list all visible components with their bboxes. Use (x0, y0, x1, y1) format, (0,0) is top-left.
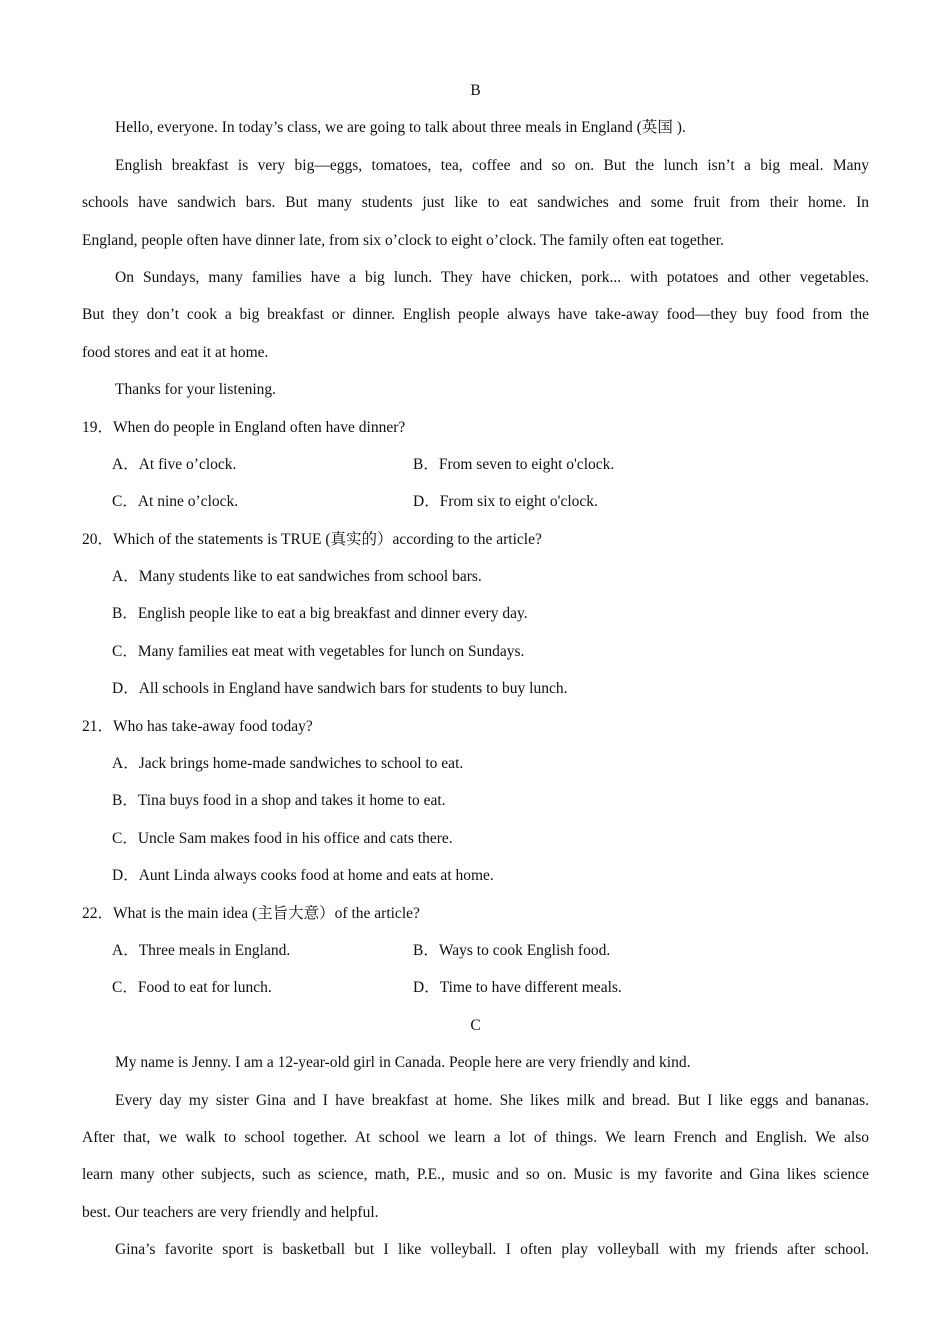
option-row (82, 483, 869, 520)
option-d: D．All schools in England have sandwich bars for students to buy lunch. (112, 680, 568, 698)
passage-c-paragraph-1: My name is Jenny. I am a 12-year-old girl in Canada. People here are very friendly and kind. (115, 1054, 691, 1072)
question-21 (82, 708, 869, 895)
paragraph-line: But they don’t cook a big breakfast or dinner. English people always have take-away food—they buy food from the (82, 306, 869, 324)
option-d: D．From six to eight o'clock. (413, 493, 598, 511)
option-b: B．From seven to eight o'clock. (413, 455, 615, 473)
option-c: C．Food to eat for lunch. (112, 979, 272, 997)
paragraph-line: Gina’s favorite sport is basketball but I like volleyball. I often play volleyball with my friends after school. (115, 1241, 869, 1259)
option-b: B．Ways to cook English food. (413, 941, 611, 959)
passage-c-paragraph-2 (82, 1082, 869, 1232)
option-a: A．Three meals in England. (112, 941, 291, 959)
paragraph-line: learn many other subjects, such as science, math, P.E., music and so on. Music is my favorite and Gina likes science (82, 1166, 869, 1184)
option-a: A．At five o’clock. (112, 455, 237, 473)
document-page (82, 72, 869, 1269)
option-d: D．Aunt Linda always cooks food at home and eats at home. (112, 867, 494, 885)
question-stem: 19．When do people in England often have dinner? (82, 418, 406, 436)
paragraph-line: On Sundays, many families have a big lunch. They have chicken, pork... with potatoes and other vegetables. (115, 268, 869, 286)
paragraph-line: food stores and eat it at home. (82, 343, 269, 361)
question-19 (82, 409, 869, 521)
question-20 (82, 521, 869, 708)
option-a: A．Jack brings home-made sandwiches to school to eat. (112, 755, 464, 773)
passage-b-paragraph-3 (82, 259, 869, 371)
paragraph-line: best. Our teachers are very friendly and helpful. (82, 1203, 379, 1221)
option-b: B．English people like to eat a big breakfast and dinner every day. (112, 605, 528, 623)
paragraph-line: England, people often have dinner late, from six o’clock to eight o’clock. The family often eat together. (82, 231, 724, 249)
passage-b-paragraph-2 (82, 147, 869, 259)
option-c: C．Uncle Sam makes food in his office and cats there. (112, 829, 453, 847)
passage-b-paragraph-4: Thanks for your listening. (115, 381, 277, 399)
option-row (82, 969, 869, 1006)
question-stem: 21．Who has take-away food today? (82, 717, 313, 735)
passage-c-paragraph-3 (82, 1231, 869, 1268)
paragraph-line: After that, we walk to school together. At school we learn a lot of things. We learn French and English. We also (82, 1128, 869, 1146)
paragraph-line: Every day my sister Gina and I have breakfast at home. She likes milk and bread. But I like eggs and bananas. (115, 1091, 869, 1109)
paragraph-line: schools have sandwich bars. But many students just like to eat sandwiches and some fruit from their home. In (82, 194, 869, 212)
paragraph-line: English breakfast is very big—eggs, tomatoes, tea, coffee and so on. But the lunch isn’t a big meal. Many (115, 156, 869, 174)
section-heading-b: B (470, 82, 481, 99)
question-stem: 20．Which of the statements is TRUE (真实的）according to the article? (82, 530, 542, 548)
section-heading-c: C (470, 1016, 481, 1034)
question-stem: 22．What is the main idea (主旨大意）of the article? (82, 904, 420, 922)
question-22 (82, 895, 869, 1007)
option-d: D．Time to have different meals. (413, 979, 622, 997)
option-row (82, 446, 869, 483)
option-row (82, 932, 869, 969)
option-c: C．Many families eat meat with vegetables for lunch on Sundays. (112, 642, 525, 660)
passage-b-paragraph-1: Hello, everyone. In today’s class, we are going to talk about three meals in England (英国 ). (115, 119, 686, 137)
option-c: C．At nine o’clock. (112, 493, 239, 511)
option-b: B．Tina buys food in a shop and takes it home to eat. (112, 792, 446, 810)
option-a: A．Many students like to eat sandwiches from school bars. (112, 568, 482, 586)
